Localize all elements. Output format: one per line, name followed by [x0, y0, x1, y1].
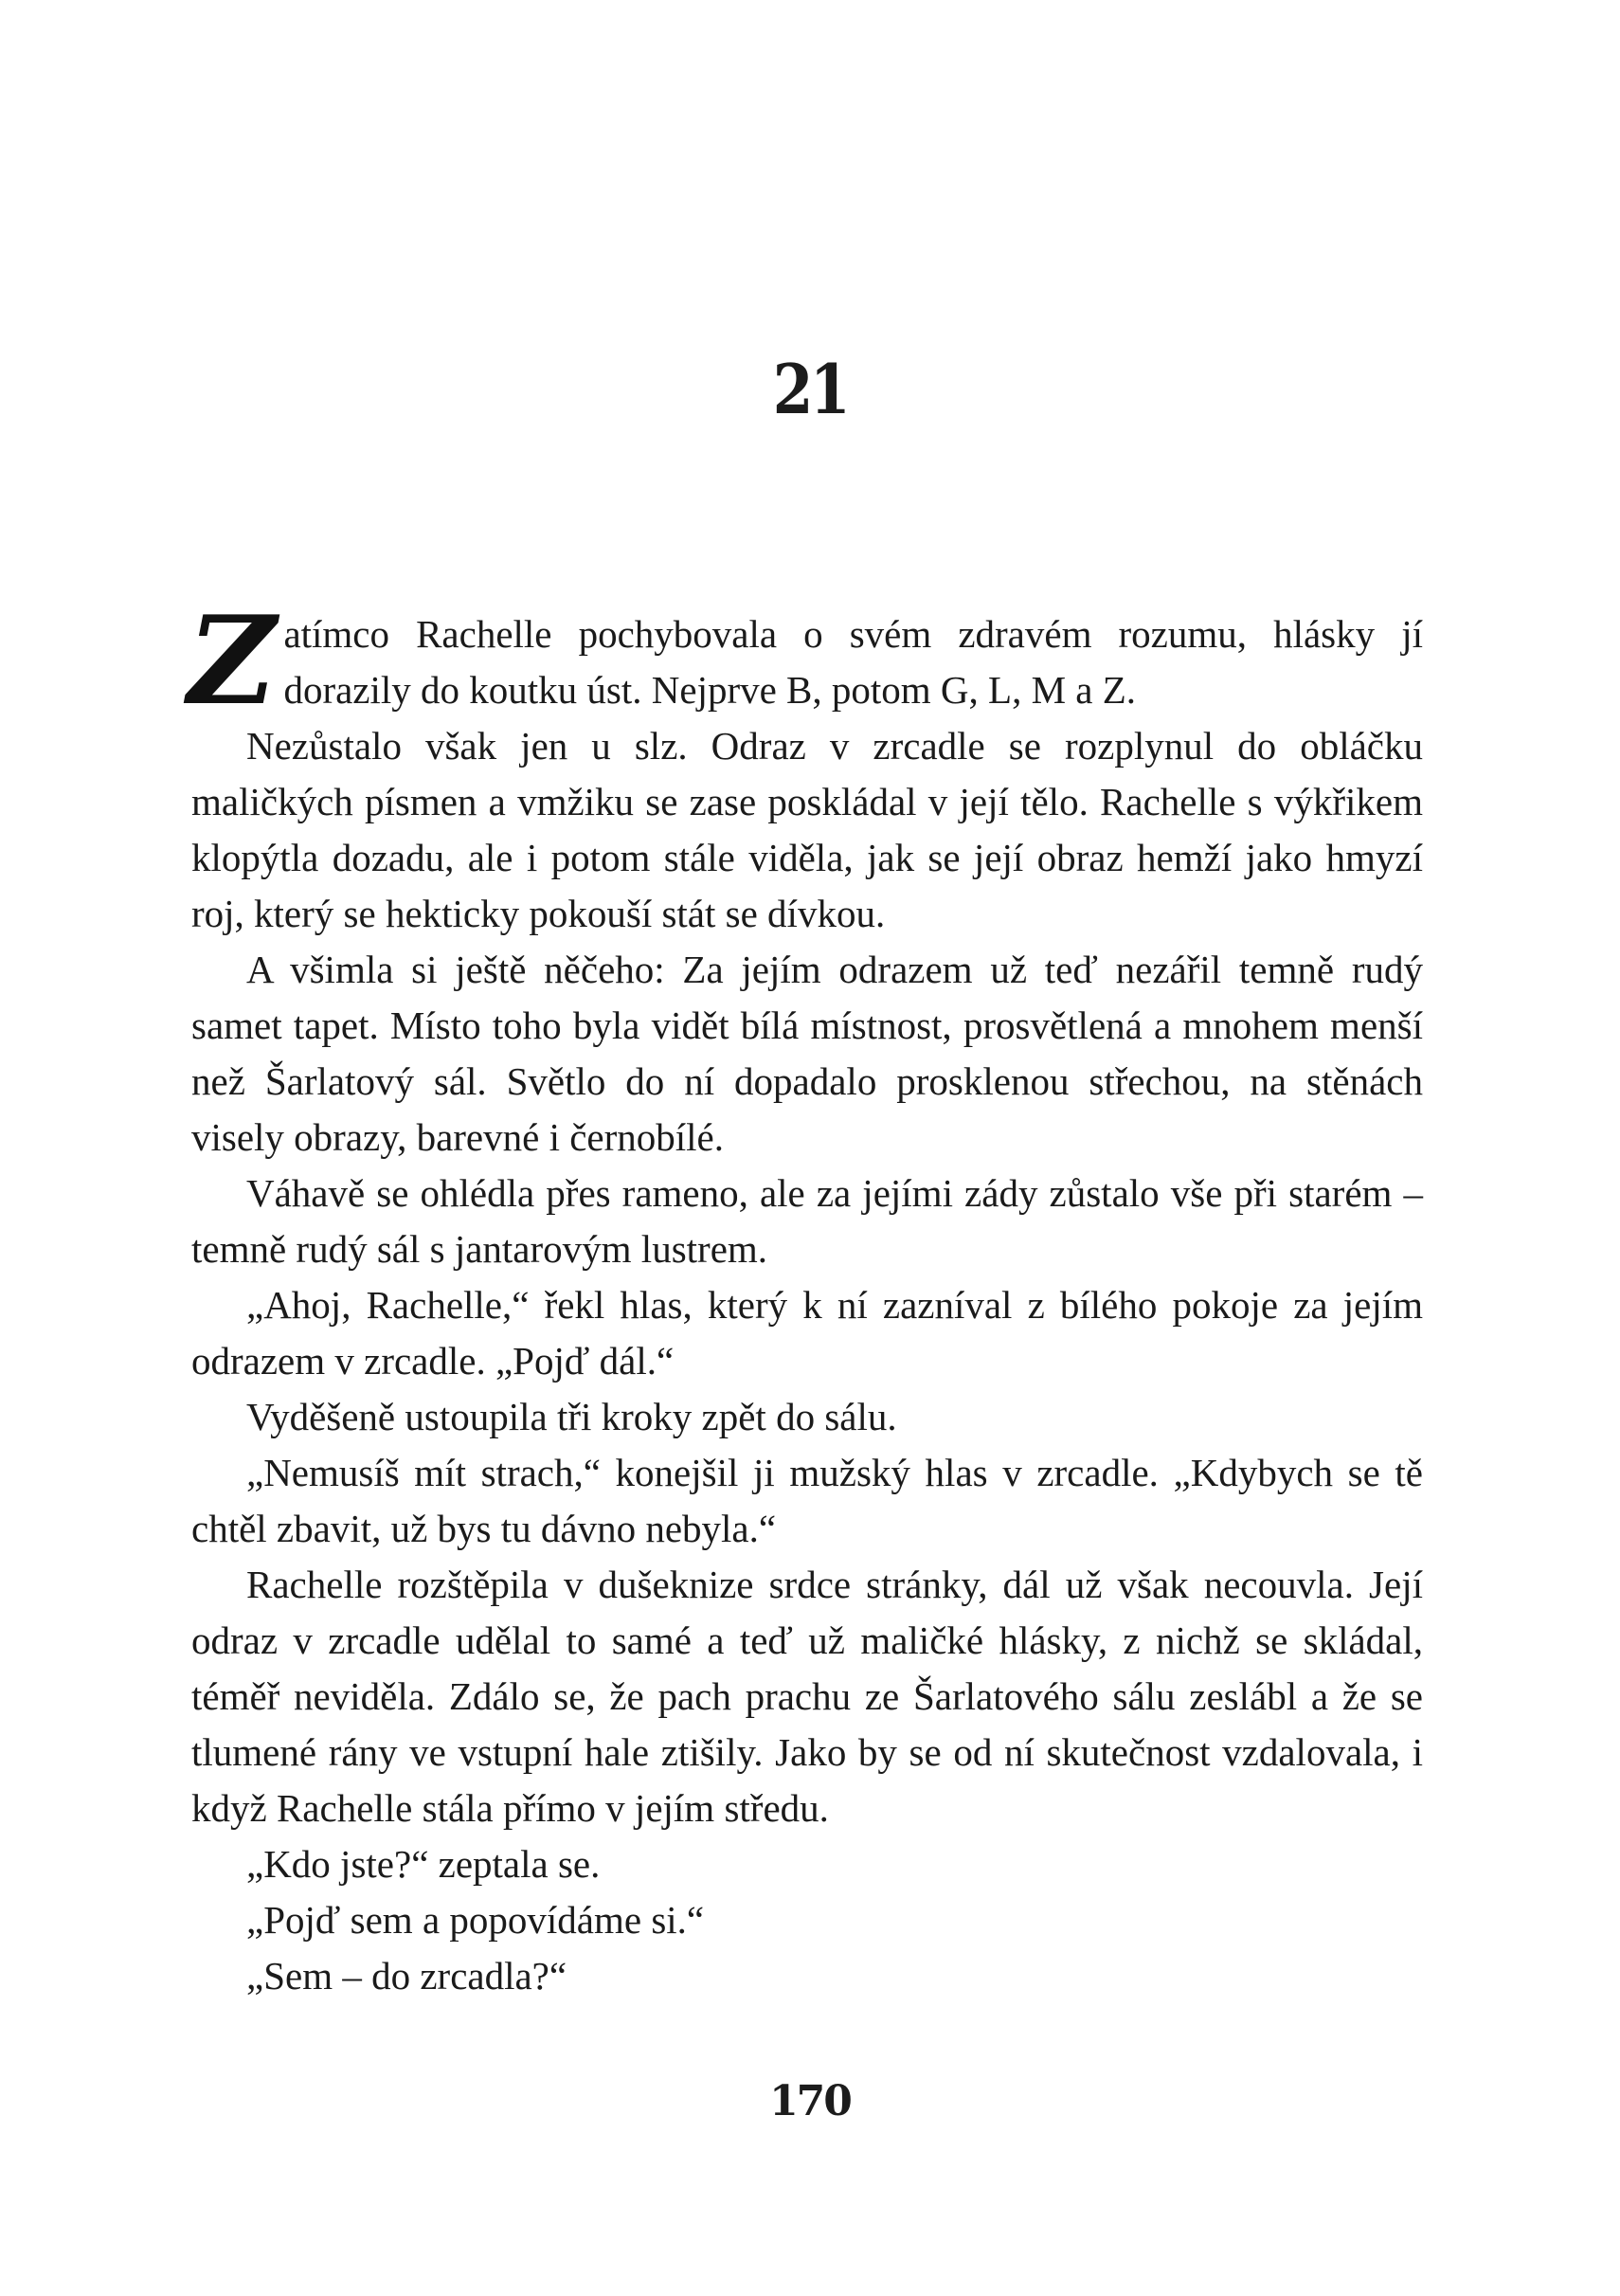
paragraph-4: Váhavě se ohlédla přes rameno, ale za jejími zády zůstalo vše při starém – temně rudý sál s jantarovým lustrem.	[191, 1171, 1423, 1271]
paragraph-8: Rachelle rozštěpila v dušeknize srdce stránky, dál už však necouvla. Její odraz v zrcadle udělal to samé a teď už maličké hlásky, z nichž se skládal, téměř neviděla. Zdálo se, že pach prachu ze Šarlatového sálu zeslábl a že se tlumené rány ve vstupní hale ztišily. Jako by se od ní skutečnost vzdalovala, i když Rachelle stála přímo v jejím středu.	[191, 1563, 1423, 1830]
drop-cap-letter: Z	[188, 590, 277, 732]
chapter-number: 21	[772, 349, 848, 429]
paragraph-7: „Nemusíš mít strach,“ konejšil ji mužský hlas v zrcadle. „Kdybych se tě chtěl zbavit, už bys tu dávno nebyla.“	[191, 1451, 1423, 1550]
paragraph-6: Vyděšeně ustoupila tři kroky zpět do sálu.	[246, 1395, 897, 1438]
paragraph-9: „Kdo jste?“ zeptala se.	[246, 1842, 601, 1886]
paragraph-5: „Ahoj, Rachelle,“ řekl hlas, který k ní zazníval z bílého pokoje za jejím odrazem v zrcadle. „Pojď dál.“	[191, 1283, 1423, 1383]
paragraph-10: „Pojď sem a popovídáme si.“	[246, 1898, 705, 1942]
page-number: 170	[769, 2077, 851, 2125]
paragraph-1-text: atímco Rachelle pochybovala o svém zdravém rozumu, hlásky jí dorazily do koutku úst. Nejprve B, potom G, L, M a Z.	[283, 612, 1423, 712]
paragraph-1	[188, 590, 1423, 732]
paragraph-3: A všimla si ještě něčeho: Za jejím odrazem už teď nezářil temně rudý samet tapet. Místo toho byla vidět bílá místnost, prosvětlená a mnohem menší než Šarlatový sál. Světlo do ní dopadalo prosklenou střechou, na stěnách visely obrazy, barevné i černobílé.	[191, 948, 1423, 1159]
chapter-text	[188, 590, 1423, 2004]
paragraph-11: „Sem – do zrcadla?“	[246, 1954, 567, 1998]
paragraph-2: Nezůstalo však jen u slz. Odraz v zrcadle se rozplynul do obláčku maličkých písmen a vmžiku se zase poskládal v její tělo. Rachelle s výkřikem klopýtla dozadu, ale i potom stále viděla, jak se její obraz hemží jako hmyzí roj, který se hekticky pokouší stát se dívkou.	[191, 724, 1423, 935]
